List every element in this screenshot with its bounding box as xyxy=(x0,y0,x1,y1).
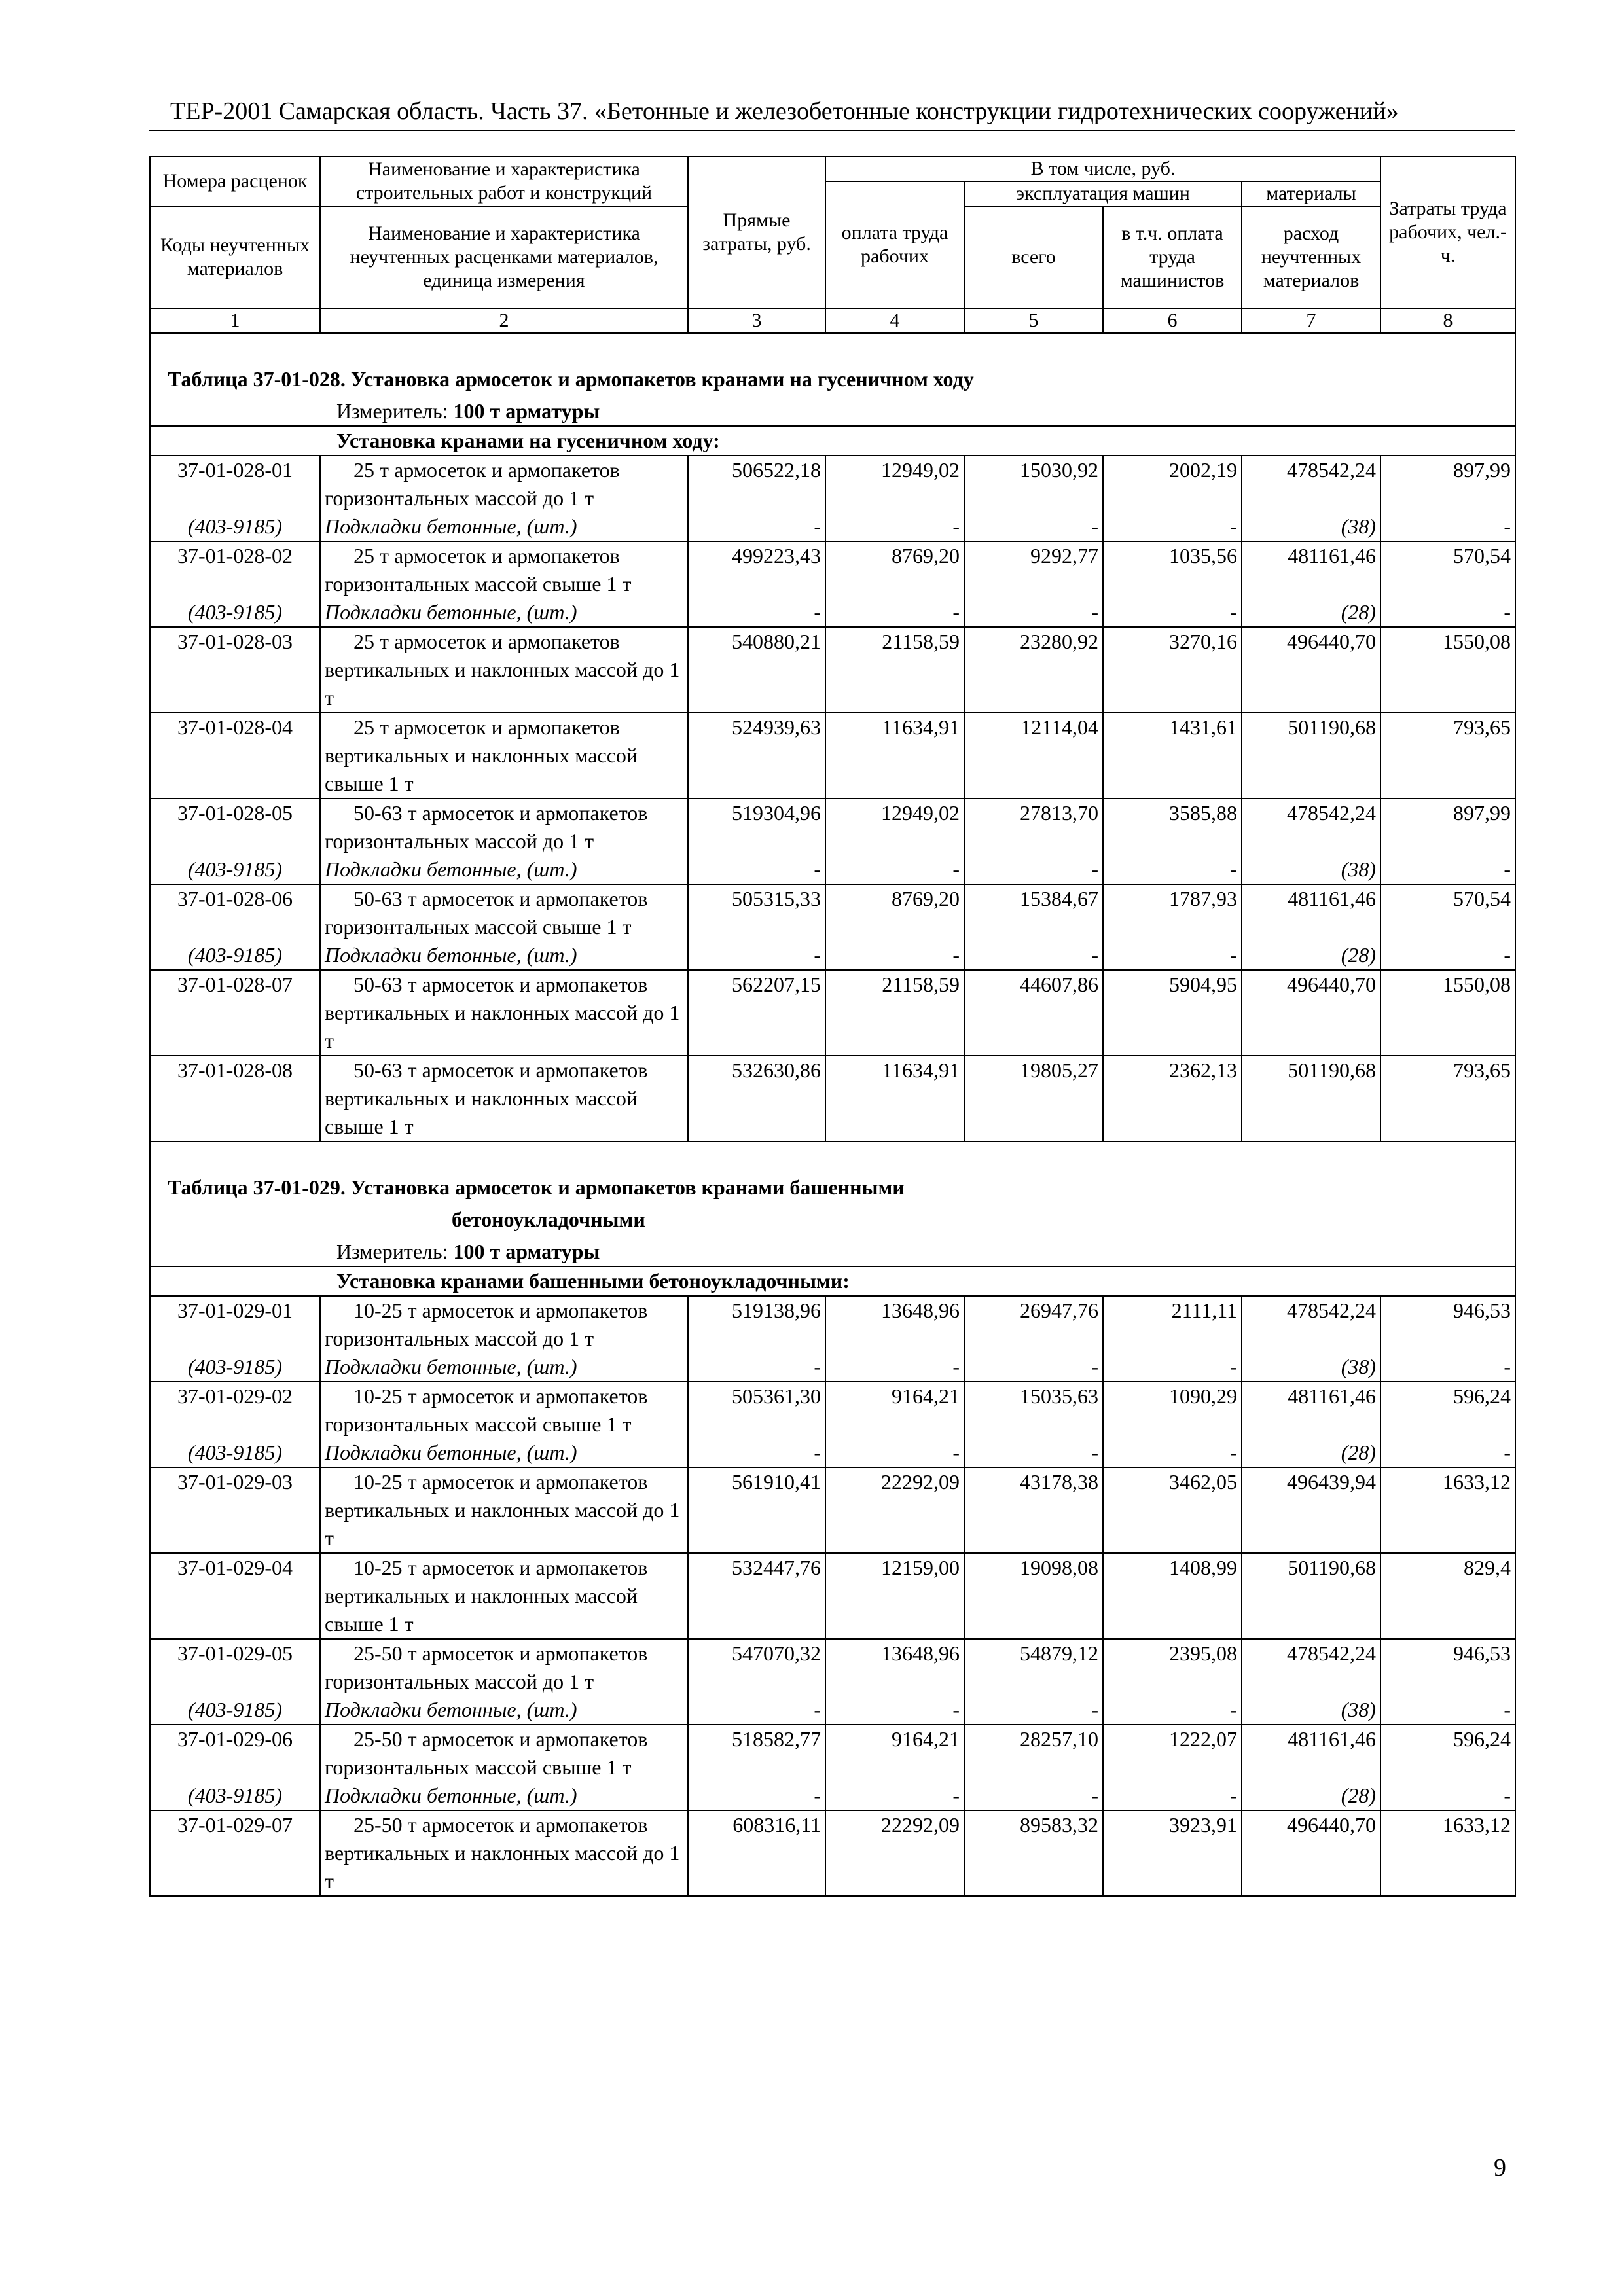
material-row xyxy=(150,598,1515,627)
value-c5: 43178,38 xyxy=(964,1467,1103,1553)
material-c8: - xyxy=(1380,1696,1515,1725)
table-row xyxy=(150,970,1515,1056)
material-row xyxy=(150,1439,1515,1467)
value-c7: 496440,70 xyxy=(1242,1810,1380,1896)
rate-code: 37-01-028-08 xyxy=(150,1056,320,1141)
value-c8: 596,24 xyxy=(1380,1725,1515,1782)
material-c6: - xyxy=(1103,1353,1242,1382)
meas-row xyxy=(150,397,1515,426)
machines-label: эксплуатация машин xyxy=(964,181,1242,206)
section-subtitle: Установка кранами башенными бетоноукладочными: xyxy=(150,1266,1515,1296)
page-number: 9 xyxy=(1494,2154,1506,2181)
value-c4: 12159,00 xyxy=(825,1553,964,1639)
material-row xyxy=(150,512,1515,541)
rate-name: 10-25 т армосеток и армопакетов горизонтальных массой свыше 1 т xyxy=(320,1382,688,1439)
value-c4: 9164,21 xyxy=(825,1725,964,1782)
material-code: (403-9185) xyxy=(150,1439,320,1467)
measurer xyxy=(150,397,1515,426)
material-c7: (38) xyxy=(1242,512,1380,541)
value-c3: 519304,96 xyxy=(688,798,825,855)
value-c7: 478542,24 xyxy=(1242,456,1380,512)
table-title-row xyxy=(150,1142,1515,1206)
value-c5: 23280,92 xyxy=(964,627,1103,713)
value-c6: 1035,56 xyxy=(1103,541,1242,598)
col1-bottom-label: Коды неучтенных материалов xyxy=(150,206,320,308)
value-c5: 19098,08 xyxy=(964,1553,1103,1639)
material-c3: - xyxy=(688,1353,825,1382)
material-c5: - xyxy=(964,1353,1103,1382)
subtitle-row xyxy=(150,426,1515,456)
col7-label: расход неучтенных материалов xyxy=(1242,206,1380,308)
material-name: Подкладки бетонные, (шт.) xyxy=(320,598,688,627)
material-c7: (28) xyxy=(1242,1782,1380,1810)
rate-code: 37-01-029-05 xyxy=(150,1639,320,1696)
subtitle-row xyxy=(150,1266,1515,1296)
price-table xyxy=(149,156,1516,1897)
table-row xyxy=(150,1467,1515,1553)
material-c4: - xyxy=(825,512,964,541)
material-c6: - xyxy=(1103,512,1242,541)
rate-code: 37-01-028-07 xyxy=(150,970,320,1056)
value-c6: 2002,19 xyxy=(1103,456,1242,512)
value-c4: 22292,09 xyxy=(825,1810,964,1896)
value-c8: 946,53 xyxy=(1380,1296,1515,1353)
value-c5: 28257,10 xyxy=(964,1725,1103,1782)
value-c8: 570,54 xyxy=(1380,884,1515,941)
value-c4: 13648,96 xyxy=(825,1639,964,1696)
material-c3: - xyxy=(688,598,825,627)
value-c5: 44607,86 xyxy=(964,970,1103,1056)
rate-code: 37-01-028-03 xyxy=(150,627,320,713)
rate-name: 50-63 т армосеток и армопакетов горизонтальных массой свыше 1 т xyxy=(320,884,688,941)
rate-name: 50-63 т армосеток и армопакетов вертикальных и наклонных массой до 1 т xyxy=(320,970,688,1056)
material-c7: (38) xyxy=(1242,1353,1380,1382)
value-c5: 27813,70 xyxy=(964,798,1103,855)
value-c4: 11634,91 xyxy=(825,1056,964,1141)
rate-code: 37-01-028-05 xyxy=(150,798,320,855)
table-title: Таблица 37-01-028. Установка армосеток и армопакетов кранами на гусеничном ходу xyxy=(150,333,1515,397)
rate-name: 25 т армосеток и армопакетов горизонтальных массой свыше 1 т xyxy=(320,541,688,598)
material-name: Подкладки бетонные, (шт.) xyxy=(320,941,688,970)
value-c7: 481161,46 xyxy=(1242,1382,1380,1439)
material-row xyxy=(150,941,1515,970)
material-c8: - xyxy=(1380,598,1515,627)
measurer-label: Измеритель: xyxy=(336,399,448,423)
material-c3: - xyxy=(688,1782,825,1810)
value-c5: 54879,12 xyxy=(964,1639,1103,1696)
material-row xyxy=(150,855,1515,884)
value-c8: 596,24 xyxy=(1380,1382,1515,1439)
col-number: 2 xyxy=(320,308,688,333)
value-c4: 8769,20 xyxy=(825,884,964,941)
table-row xyxy=(150,1639,1515,1696)
rate-code: 37-01-029-07 xyxy=(150,1810,320,1896)
material-name: Подкладки бетонные, (шт.) xyxy=(320,512,688,541)
value-c8: 829,4 xyxy=(1380,1553,1515,1639)
value-c5: 15384,67 xyxy=(964,884,1103,941)
measurer-value: 100 т арматуры xyxy=(453,399,600,423)
table-row xyxy=(150,884,1515,941)
rate-code: 37-01-028-04 xyxy=(150,713,320,798)
value-c4: 12949,02 xyxy=(825,456,964,512)
material-c7: (28) xyxy=(1242,941,1380,970)
value-c3: 547070,32 xyxy=(688,1639,825,1696)
material-c7: (38) xyxy=(1242,1696,1380,1725)
value-c8: 1633,12 xyxy=(1380,1467,1515,1553)
table-row xyxy=(150,1056,1515,1141)
value-c8: 793,65 xyxy=(1380,713,1515,798)
col6-label: в т.ч. оплата труда машинистов xyxy=(1103,206,1242,308)
value-c7: 496440,70 xyxy=(1242,970,1380,1056)
value-c3: 499223,43 xyxy=(688,541,825,598)
value-c6: 2111,11 xyxy=(1103,1296,1242,1353)
col-number: 8 xyxy=(1380,308,1515,333)
material-c6: - xyxy=(1103,598,1242,627)
value-c8: 793,65 xyxy=(1380,1056,1515,1141)
material-c4: - xyxy=(825,598,964,627)
value-c5: 19805,27 xyxy=(964,1056,1103,1141)
value-c5: 12114,04 xyxy=(964,713,1103,798)
value-c4: 13648,96 xyxy=(825,1296,964,1353)
material-c6: - xyxy=(1103,941,1242,970)
material-name: Подкладки бетонные, (шт.) xyxy=(320,1782,688,1810)
value-c6: 3923,91 xyxy=(1103,1810,1242,1896)
col-number: 5 xyxy=(964,308,1103,333)
material-c8: - xyxy=(1380,855,1515,884)
value-c6: 1431,61 xyxy=(1103,713,1242,798)
material-c3: - xyxy=(688,941,825,970)
value-c3: 562207,15 xyxy=(688,970,825,1056)
material-c6: - xyxy=(1103,1782,1242,1810)
table-row xyxy=(150,1725,1515,1782)
rate-code: 37-01-029-01 xyxy=(150,1296,320,1353)
value-c6: 1787,93 xyxy=(1103,884,1242,941)
material-c7: (38) xyxy=(1242,855,1380,884)
material-c8: - xyxy=(1380,1353,1515,1382)
material-c8: - xyxy=(1380,512,1515,541)
value-c8: 897,99 xyxy=(1380,456,1515,512)
col-number: 4 xyxy=(825,308,964,333)
value-c6: 3270,16 xyxy=(1103,627,1242,713)
rate-code: 37-01-028-06 xyxy=(150,884,320,941)
value-c3: 505315,33 xyxy=(688,884,825,941)
measurer-label: Измеритель: xyxy=(336,1240,448,1263)
value-c3: 532630,86 xyxy=(688,1056,825,1141)
material-c4: - xyxy=(825,855,964,884)
material-row xyxy=(150,1353,1515,1382)
value-c5: 89583,32 xyxy=(964,1810,1103,1896)
measurer xyxy=(150,1238,1515,1266)
rate-name: 25-50 т армосеток и армопакетов горизонтальных массой свыше 1 т xyxy=(320,1725,688,1782)
col8-label: Затраты труда рабочих, чел.-ч. xyxy=(1380,156,1515,308)
table-row xyxy=(150,1810,1515,1896)
rate-name: 10-25 т армосеток и армопакетов вертикальных и наклонных массой до 1 т xyxy=(320,1467,688,1553)
table-head xyxy=(150,156,1515,333)
table-title: Таблица 37-01-029. Установка армосеток и армопакетов кранами башенными xyxy=(150,1142,1515,1206)
table-end-cell xyxy=(150,1896,1515,1897)
value-c6: 1090,29 xyxy=(1103,1382,1242,1439)
material-c5: - xyxy=(964,1782,1103,1810)
value-c4: 21158,59 xyxy=(825,970,964,1056)
material-c4: - xyxy=(825,1439,964,1467)
value-c7: 501190,68 xyxy=(1242,713,1380,798)
material-c4: - xyxy=(825,1782,964,1810)
material-code: (403-9185) xyxy=(150,1353,320,1382)
value-c4: 21158,59 xyxy=(825,627,964,713)
material-c6: - xyxy=(1103,855,1242,884)
section-subtitle: Установка кранами на гусеничном ходу: xyxy=(150,426,1515,456)
table-row xyxy=(150,1382,1515,1439)
col2-bottom-label: Наименование и характеристика неучтенных расценками материалов, единица измерения xyxy=(320,206,688,308)
value-c8: 1550,08 xyxy=(1380,970,1515,1056)
material-c7: (28) xyxy=(1242,1439,1380,1467)
material-c7: (28) xyxy=(1242,598,1380,627)
table-row xyxy=(150,1296,1515,1353)
table-end xyxy=(150,1896,1515,1897)
rate-code: 37-01-028-02 xyxy=(150,541,320,598)
rate-name: 25 т армосеток и армопакетов горизонтальных массой до 1 т xyxy=(320,456,688,512)
value-c7: 481161,46 xyxy=(1242,1725,1380,1782)
value-c3: 506522,18 xyxy=(688,456,825,512)
rate-code: 37-01-028-01 xyxy=(150,456,320,512)
col-number: 7 xyxy=(1242,308,1380,333)
value-c4: 12949,02 xyxy=(825,798,964,855)
value-c4: 11634,91 xyxy=(825,713,964,798)
meas-row xyxy=(150,1238,1515,1266)
material-c5: - xyxy=(964,941,1103,970)
rate-name: 50-63 т армосеток и армопакетов вертикальных и наклонных массой свыше 1 т xyxy=(320,1056,688,1141)
value-c6: 1408,99 xyxy=(1103,1553,1242,1639)
value-c3: 608316,11 xyxy=(688,1810,825,1896)
table-row xyxy=(150,713,1515,798)
table-row xyxy=(150,627,1515,713)
material-c5: - xyxy=(964,598,1103,627)
value-c4: 8769,20 xyxy=(825,541,964,598)
material-c3: - xyxy=(688,512,825,541)
material-name: Подкладки бетонные, (шт.) xyxy=(320,855,688,884)
value-c6: 3462,05 xyxy=(1103,1467,1242,1553)
material-c4: - xyxy=(825,1696,964,1725)
value-c8: 570,54 xyxy=(1380,541,1515,598)
value-c3: 519138,96 xyxy=(688,1296,825,1353)
value-c5: 26947,76 xyxy=(964,1296,1103,1353)
table-row xyxy=(150,541,1515,598)
value-c7: 496439,94 xyxy=(1242,1467,1380,1553)
page-header: ТЕР-2001 Самарская область. Часть 37. «Бетонные и железобетонные конструкции гидротехнических сооружений» xyxy=(170,98,1399,125)
value-c7: 501190,68 xyxy=(1242,1056,1380,1141)
rate-name: 25 т армосеток и армопакетов вертикальных и наклонных массой до 1 т xyxy=(320,627,688,713)
col-number: 6 xyxy=(1103,308,1242,333)
rate-name: 25-50 т армосеток и армопакетов горизонтальных массой до 1 т xyxy=(320,1639,688,1696)
table-title-row xyxy=(150,1206,1515,1238)
material-c3: - xyxy=(688,855,825,884)
material-c8: - xyxy=(1380,1439,1515,1467)
value-c8: 897,99 xyxy=(1380,798,1515,855)
table-title-row xyxy=(150,333,1515,397)
rate-name: 25 т армосеток и армопакетов вертикальных и наклонных массой свыше 1 т xyxy=(320,713,688,798)
rate-code: 37-01-029-04 xyxy=(150,1553,320,1639)
material-c3: - xyxy=(688,1696,825,1725)
value-c7: 478542,24 xyxy=(1242,1639,1380,1696)
value-c4: 22292,09 xyxy=(825,1467,964,1553)
material-code: (403-9185) xyxy=(150,941,320,970)
incl-label: В том числе, руб. xyxy=(825,156,1380,181)
measurer-value: 100 т арматуры xyxy=(453,1240,600,1263)
table-row xyxy=(150,456,1515,512)
value-c3: 518582,77 xyxy=(688,1725,825,1782)
value-c6: 2362,13 xyxy=(1103,1056,1242,1141)
table-row xyxy=(150,798,1515,855)
material-code: (403-9185) xyxy=(150,1782,320,1810)
material-code: (403-9185) xyxy=(150,512,320,541)
rate-name: 10-25 т армосеток и армопакетов горизонтальных массой до 1 т xyxy=(320,1296,688,1353)
rate-code: 37-01-029-06 xyxy=(150,1725,320,1782)
col-number: 1 xyxy=(150,308,320,333)
table-title-cont: бетоноукладочными xyxy=(150,1206,1515,1238)
value-c3: 532447,76 xyxy=(688,1553,825,1639)
rate-code: 37-01-029-02 xyxy=(150,1382,320,1439)
col1-top-label: Номера расценок xyxy=(150,156,320,206)
material-c4: - xyxy=(825,1353,964,1382)
col2-top-label: Наименование и характеристика строительных работ и конструкций xyxy=(320,156,688,206)
value-c5: 9292,77 xyxy=(964,541,1103,598)
value-c3: 561910,41 xyxy=(688,1467,825,1553)
value-c7: 481161,46 xyxy=(1242,541,1380,598)
value-c8: 1550,08 xyxy=(1380,627,1515,713)
value-c6: 1222,07 xyxy=(1103,1725,1242,1782)
material-row xyxy=(150,1782,1515,1810)
value-c8: 1633,12 xyxy=(1380,1810,1515,1896)
materials-label: материалы xyxy=(1242,181,1380,206)
material-code: (403-9185) xyxy=(150,1696,320,1725)
rate-name: 50-63 т армосеток и армопакетов горизонтальных массой до 1 т xyxy=(320,798,688,855)
material-c3: - xyxy=(688,1439,825,1467)
col3-label: Прямые затраты, руб. xyxy=(688,156,825,308)
value-c6: 2395,08 xyxy=(1103,1639,1242,1696)
value-c6: 5904,95 xyxy=(1103,970,1242,1056)
value-c5: 15030,92 xyxy=(964,456,1103,512)
col4-label: оплата труда рабочих xyxy=(825,181,964,308)
material-c6: - xyxy=(1103,1439,1242,1467)
material-c5: - xyxy=(964,1439,1103,1467)
material-row xyxy=(150,1696,1515,1725)
value-c3: 505361,30 xyxy=(688,1382,825,1439)
value-c7: 481161,46 xyxy=(1242,884,1380,941)
value-c3: 540880,21 xyxy=(688,627,825,713)
value-c7: 496440,70 xyxy=(1242,627,1380,713)
value-c7: 478542,24 xyxy=(1242,798,1380,855)
material-c5: - xyxy=(964,1696,1103,1725)
value-c4: 9164,21 xyxy=(825,1382,964,1439)
header-rule xyxy=(149,130,1515,131)
value-c6: 3585,88 xyxy=(1103,798,1242,855)
value-c7: 501190,68 xyxy=(1242,1553,1380,1639)
material-c8: - xyxy=(1380,1782,1515,1810)
material-code: (403-9185) xyxy=(150,598,320,627)
material-name: Подкладки бетонные, (шт.) xyxy=(320,1439,688,1467)
value-c5: 15035,63 xyxy=(964,1382,1103,1439)
material-c5: - xyxy=(964,512,1103,541)
material-c8: - xyxy=(1380,941,1515,970)
material-name: Подкладки бетонные, (шт.) xyxy=(320,1696,688,1725)
col-number: 3 xyxy=(688,308,825,333)
rate-name: 25-50 т армосеток и армопакетов вертикальных и наклонных массой до 1 т xyxy=(320,1810,688,1896)
material-c6: - xyxy=(1103,1696,1242,1725)
material-name: Подкладки бетонные, (шт.) xyxy=(320,1353,688,1382)
value-c3: 524939,63 xyxy=(688,713,825,798)
rate-name: 10-25 т армосеток и армопакетов вертикальных и наклонных массой свыше 1 т xyxy=(320,1553,688,1639)
table-body xyxy=(150,333,1515,1897)
material-code: (403-9185) xyxy=(150,855,320,884)
rate-code: 37-01-029-03 xyxy=(150,1467,320,1553)
col5-label: всего xyxy=(964,206,1103,308)
table-row xyxy=(150,1553,1515,1639)
value-c7: 478542,24 xyxy=(1242,1296,1380,1353)
value-c8: 946,53 xyxy=(1380,1639,1515,1696)
material-c4: - xyxy=(825,941,964,970)
material-c5: - xyxy=(964,855,1103,884)
